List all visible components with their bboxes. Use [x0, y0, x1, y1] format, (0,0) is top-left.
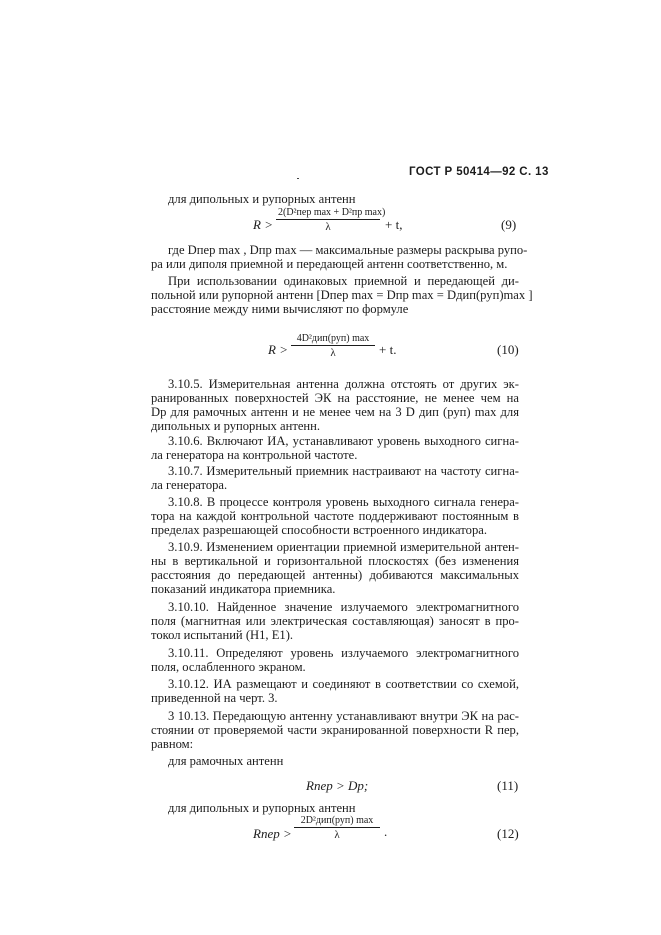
paragraph-line: 3.10.11. Определяют уровень излучаемого электромагнитного — [168, 646, 519, 660]
paragraph-line: 3.10.5. Измерительная антенна должна отстоять от других эк- — [168, 377, 519, 391]
paragraph-line: ла генератора на контрольной частоте. — [151, 448, 358, 462]
paragraph-line: пределах разрешающей способности встроенного индикатора. — [151, 523, 487, 537]
formula-10-numerator: 4D²дип(руп) max — [296, 333, 370, 344]
formula-10-tail: + t. — [379, 342, 397, 357]
paragraph-line: 3.10.12. ИА размещают и соединяют в соответствии со схемой, — [168, 677, 519, 691]
formula-11-number: (11) — [497, 778, 519, 793]
formula-12-fraction — [294, 815, 380, 841]
page-header: ГОСТ Р 50414—92 С. 13 — [409, 166, 549, 178]
paragraph-line: приведенной на черт. 3. — [151, 691, 278, 705]
formula-9-number: (9) — [501, 217, 517, 232]
formula-11-expression: Rпер > Dр; — [306, 778, 369, 793]
where-line: где Dпер max , Dпр max — максимальные размеры раскрыва рупо- — [168, 243, 528, 257]
paragraph-line: ла генератора. — [151, 478, 228, 492]
paragraph-line: Dр для рамочных антенн и не менее чем на 3 D дип (руп) max для — [151, 405, 519, 419]
formula-10-denominator: λ — [330, 347, 336, 359]
paragraph-line: стоянии от проверяемой части экранированной поверхности R пер, — [151, 723, 519, 737]
paragraph-line: поля, ослабленного экраном. — [151, 660, 306, 674]
paragraph-line: токол испытаний (H1, E1). — [151, 628, 294, 642]
formula-12-number: (12) — [497, 826, 519, 841]
formula-9-tail: + t, — [385, 217, 403, 232]
paragraph-line: тора на каждой контрольной частоте поддерживают постоянным в — [151, 509, 519, 523]
formula-12-lhs: Rпер > — [253, 826, 292, 841]
formula-12-denominator: λ — [334, 829, 340, 841]
identical-line: При использовании одинаковых приемной и передающей ди- — [168, 274, 519, 288]
paragraph-line: 3 10.13. Передающую антенну устанавливают внутри ЭК на рас- — [168, 709, 519, 723]
formula-9-lhs: R > — [253, 217, 273, 232]
paragraph-line: 3.10.9. Изменением ориентации приемной измерительной антен- — [168, 540, 519, 554]
paragraph-line: расстояния до передающей антенны) добиваются максимальных — [151, 568, 519, 582]
where-line: ра или диполя приемной и передающей антенн соответственно, м. — [151, 257, 508, 271]
formula-12-numerator: 2D²дип(руп) max — [300, 815, 374, 826]
paragraph-line: 3.10.7. Измерительный приемник настраивают на частоту сигна- — [168, 464, 519, 478]
paragraph-line: 3.10.10. Найденное значение излучаемого электромагнитного — [168, 600, 519, 614]
paragraph-line: 3.10.8. В процессе контроля уровень выходного сигнала генера- — [168, 495, 519, 509]
paragraph-line: 3.10.6. Включают ИА, устанавливают уровень выходного сигна- — [168, 434, 519, 448]
identical-line: расстояние между ними вычисляют по формуле — [151, 302, 409, 316]
intro-loop-text: для рамочных антенн — [168, 754, 284, 768]
paragraph-line: ранированных поверхностей ЭК на расстояние, не менее чем на — [151, 391, 519, 405]
formula-10-lhs: R > — [268, 342, 288, 357]
intro-dipole-text: для дипольных и рупорных антенн — [168, 192, 356, 206]
paragraph-line: показаний индикатора приемника. — [151, 582, 336, 596]
formula-10-number: (10) — [497, 342, 519, 357]
formula-9-denominator: λ — [325, 221, 331, 233]
formula-10-fraction — [291, 333, 375, 359]
scan-speck — [297, 178, 299, 179]
paragraph-line: дипольных и рупорных антенн. — [151, 419, 321, 433]
paragraph-line: равном: — [151, 737, 194, 751]
identical-line: польной или рупорной антенн [Dпер max = Dпр max = Dдип(руп)max ] — [151, 288, 533, 302]
intro-dipole-text-2: для дипольных и рупорных антенн — [168, 801, 356, 815]
paragraph-line: ны в вертикальной и горизонтальной плоскостях (без изменения — [151, 554, 519, 568]
formula-9-fraction — [276, 207, 386, 233]
paragraph-line: поля (магнитная или электрическая составляющая) заносят в про- — [151, 614, 519, 628]
formula-12-tail: . — [384, 824, 388, 839]
formula-9-numerator: 2(D²пер max + D²пр max) — [278, 207, 386, 218]
